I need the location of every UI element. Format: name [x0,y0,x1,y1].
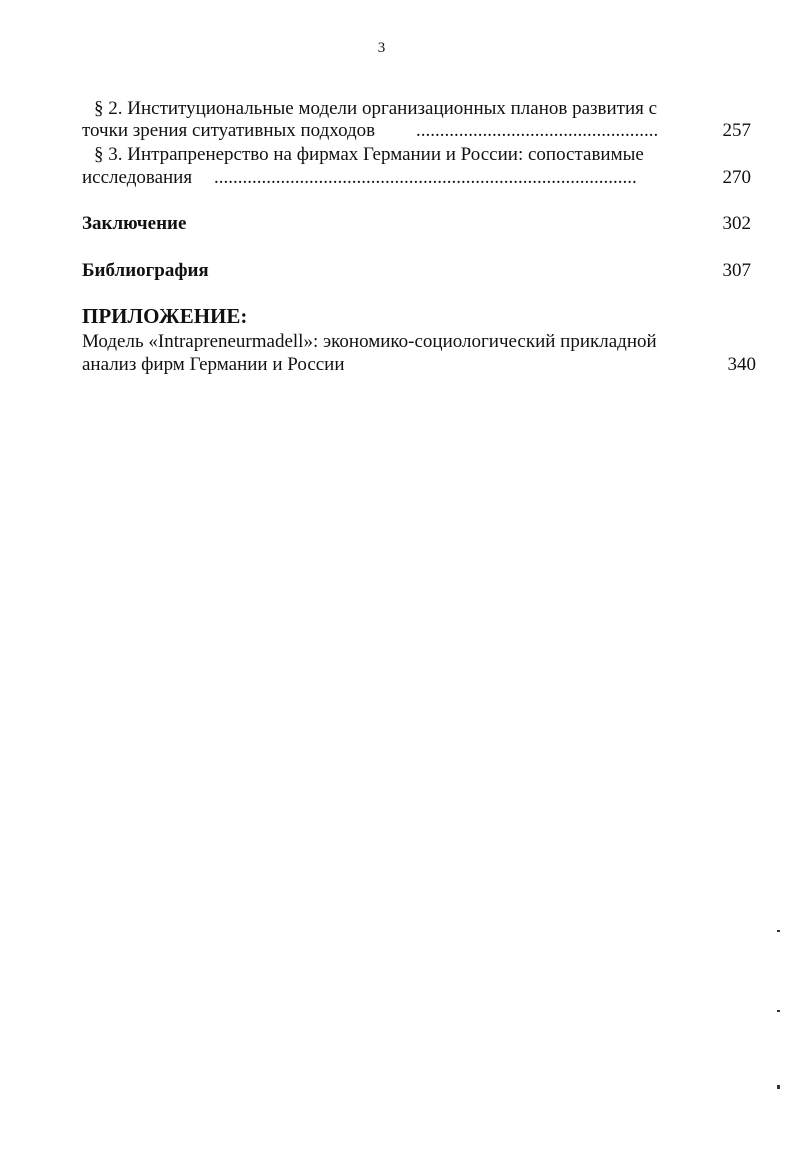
toc-leader-s3: ......................................................................................... [214,167,637,188]
toc-entry-s3-line1: § 3. Интрапренерство на фирмах Германии и России: сопоставимые [94,144,644,165]
toc-page-s2: 257 [722,120,751,141]
toc-bibliography-label: Библиография [82,260,209,281]
toc-appendix-heading: ПРИЛОЖЕНИЕ: [82,304,248,328]
toc-entry-s2-line1: § 2. Институциональные модели организационных планов развития с [94,98,658,119]
page-number: 3 [377,40,386,56]
toc-page-s3: 270 [722,167,751,188]
toc-entry-s2-line2: точки зрения ситуативных подходов [82,120,376,141]
toc-leader-s2: ................................................... [416,120,659,141]
toc-appendix-page: 340 [727,354,756,375]
toc-entry-s3-line2: исследования [82,167,193,188]
toc-appendix-line2: анализ фирм Германии и России [82,354,345,375]
scan-mark [777,1010,780,1012]
scan-mark [777,1085,780,1089]
toc-appendix-line1: Модель «Intrapreneurmadell»: экономико-социологический прикладной [82,331,657,352]
scan-mark [777,930,780,932]
toc-conclusion-label: Заключение [82,213,187,234]
toc-bibliography-page: 307 [722,260,751,281]
toc-conclusion-page: 302 [722,213,751,234]
